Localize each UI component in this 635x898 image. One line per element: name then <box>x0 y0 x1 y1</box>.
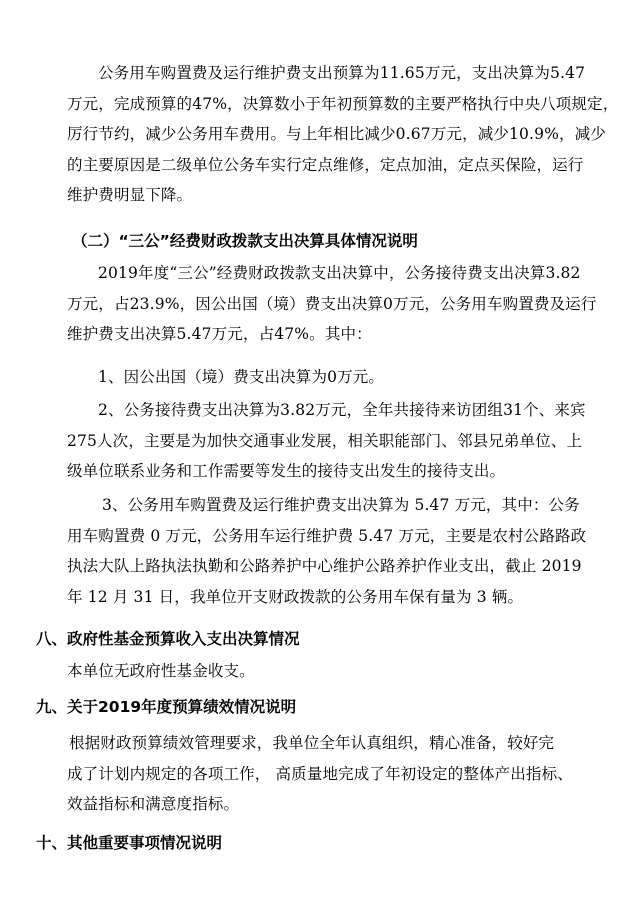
text-line: 275人次，主要是为加快交通事业发展，相关职能部门、邻县兄弟单位、上 <box>67 431 583 450</box>
paragraph-performance <box>67 728 577 820</box>
paragraph-vehicle-budget <box>67 58 619 211</box>
section-heading-10: 十、其他重要事项情况说明 <box>36 834 223 852</box>
text-line: 万元，完成预算的47%，决算数小于年初预算数的主要严格执行中央八项规定， <box>67 94 619 113</box>
section-heading-8: 八、政府性基金预算收入支出决算情况 <box>36 630 300 648</box>
text-line: 维护费明显下降。 <box>67 186 193 204</box>
text-line: 执法大队上路执法执勤和公路养护中心维护公路养护作业支出，截止 2019 <box>67 557 582 575</box>
paragraph-vehicle-detail <box>67 490 587 612</box>
paragraph-overseas <box>67 362 577 393</box>
text-line: 公务用车购置费及运行维护费支出预算为11.65万元，支出决算为5.47 <box>98 64 586 82</box>
section-heading-sangong: （二）“三公”经费财政拨款支出决算具体情况说明 <box>72 232 418 250</box>
text-line: 本单位无政府性基金收支。 <box>67 662 255 680</box>
text-line: 用车购置费 0 万元，公务用车运行维护费 5.47 万元，主要是农村公路路政 <box>67 526 587 545</box>
text-line: 厉行节约，减少公务用车费用。与上年相比减少0.67万元，减少10.9%，减少 <box>67 125 606 143</box>
text-line: 年 12 月 31 日，我单位开支财政拨款的公务用车保有量为 3 辆。 <box>67 587 524 606</box>
text-line: 成了计划内规定的各项工作， 高质量地完成了年初设定的整体产出指标、 <box>67 764 573 783</box>
paragraph-gov-fund <box>67 656 577 687</box>
text-line: 根据财政预算绩效管理要求，我单位全年认真组织，精心准备，较好完 <box>69 734 555 752</box>
paragraph-sangong-summary <box>67 258 597 350</box>
text-line: 效益指标和满意度指标。 <box>67 795 240 813</box>
text-line: 3、公务用车购置费及运行维护费支出决算为 5.47 万元，其中：公务 <box>102 496 580 514</box>
section-heading-9: 九、关于2019年度预算绩效情况说明 <box>36 698 297 716</box>
text-line: 2、公务接待费支出决算为3.82万元，全年共接待来访团组31个、来宾 <box>98 401 586 419</box>
text-line: 维护费支出决算5.47万元，占47%。其中： <box>67 325 372 343</box>
paragraph-reception <box>67 395 586 487</box>
text-line: 1、因公出国（境）费支出决算为0万元。 <box>98 368 385 386</box>
text-line: 2019年度“三公”经费财政拨款支出决算中，公务接待费支出决算3.82 <box>98 264 581 282</box>
text-line: 的主要原因是二级单位公务车实行定点维修，定点加油，定点买保险，运行 <box>67 155 584 174</box>
text-line: 级单位联系业务和工作需要等发生的接待支出发生的接待支出。 <box>67 462 506 480</box>
text-line: 万元，占23.9%，因公出国（境）费支出决算0万元，公务用车购置费及运行 <box>67 294 597 313</box>
